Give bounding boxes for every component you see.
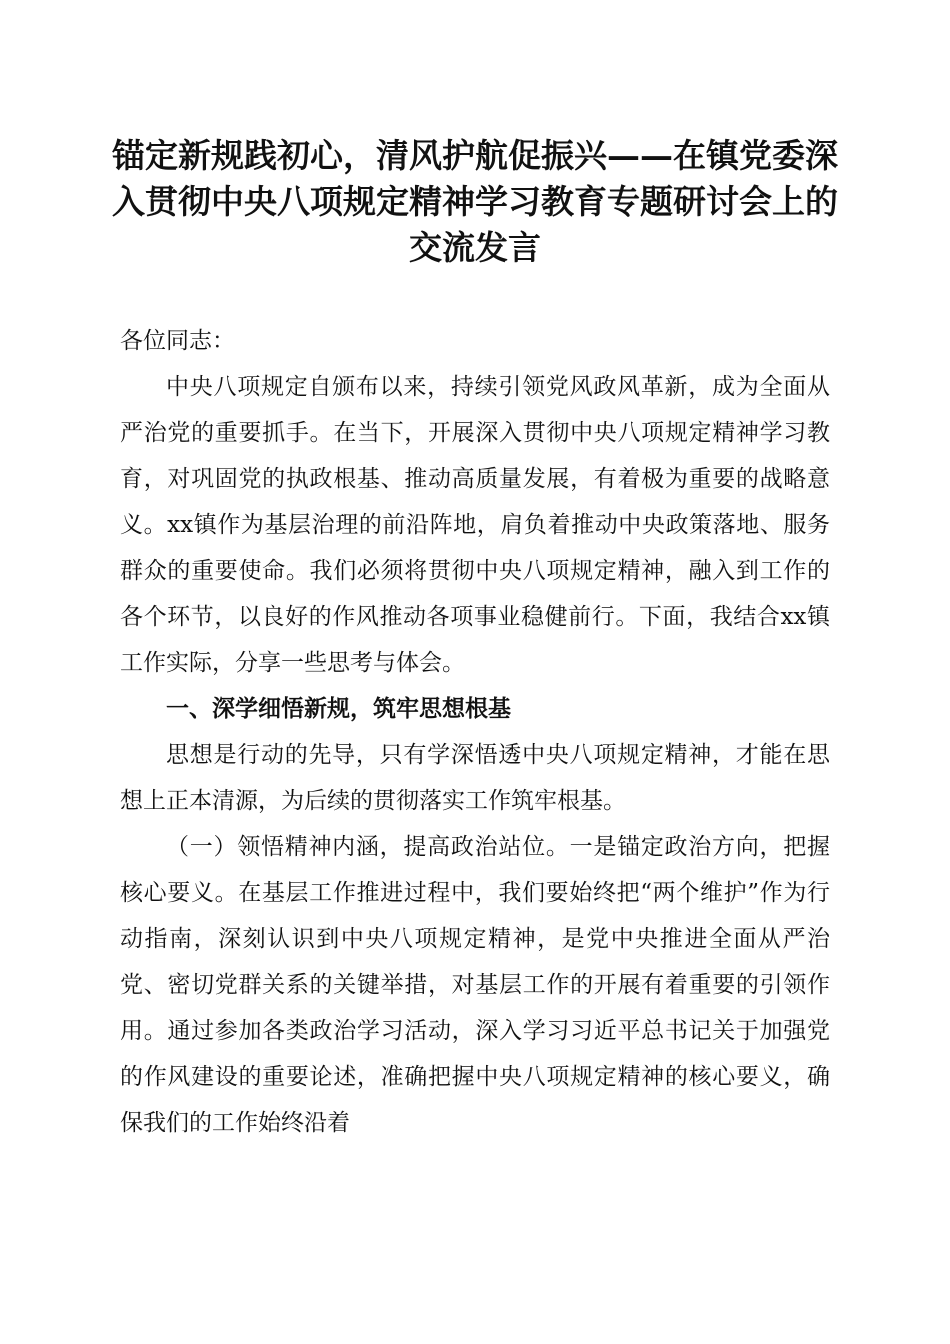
document-body — [120, 318, 830, 1146]
section-intro-paragraph: 思想是行动的先导，只有学深悟透中央八项规定精神，才能在思想上正本清源，为后续的贯彻落实工作筑牢根基。 — [120, 742, 830, 814]
section-heading: 一、深学细悟新规，筑牢思想根基 — [166, 696, 511, 722]
document-title: 锚定新规践初心，清风护航促振兴——在镇党委深入贯彻中央八项规定精神学习教育专题研讨会上的交流发言 — [112, 136, 838, 267]
subsection-paragraph: （一）领悟精神内涵，提高政治站位。一是锚定政治方向，把握核心要义。在基层工作推进过程中，我们要始终把“两个维护”作为行动指南，深刻认识到中央八项规定精神，是党中央推进全面从严治党、密切党群关系的关键举措，对基层工作的开展有着重要的引领作用。通过参加各类政治学习活动，深入学习习近平总书记关于加强党的作风建设的重要论述，准确把握中央八项规定精神的核心要义，确保我们的工作始终沿着 — [120, 834, 830, 1136]
salutation: 各位同志： — [120, 328, 235, 354]
intro-paragraph: 中央八项规定自颁布以来，持续引领党风政风革新，成为全面从严治党的重要抓手。在当下，开展深入贯彻中央八项规定精神学习教育，对巩固党的执政根基、推动高质量发展，有着极为重要的战略意义。xx镇作为基层治理的前沿阵地，肩负着推动中央政策落地、服务群众的重要使命。我们必须将贯彻中央八项规定精神，融入到工作的各个环节，以良好的作风推动各项事业稳健前行。下面，我结合xx镇工作实际，分享一些思考与体会。 — [120, 374, 830, 676]
